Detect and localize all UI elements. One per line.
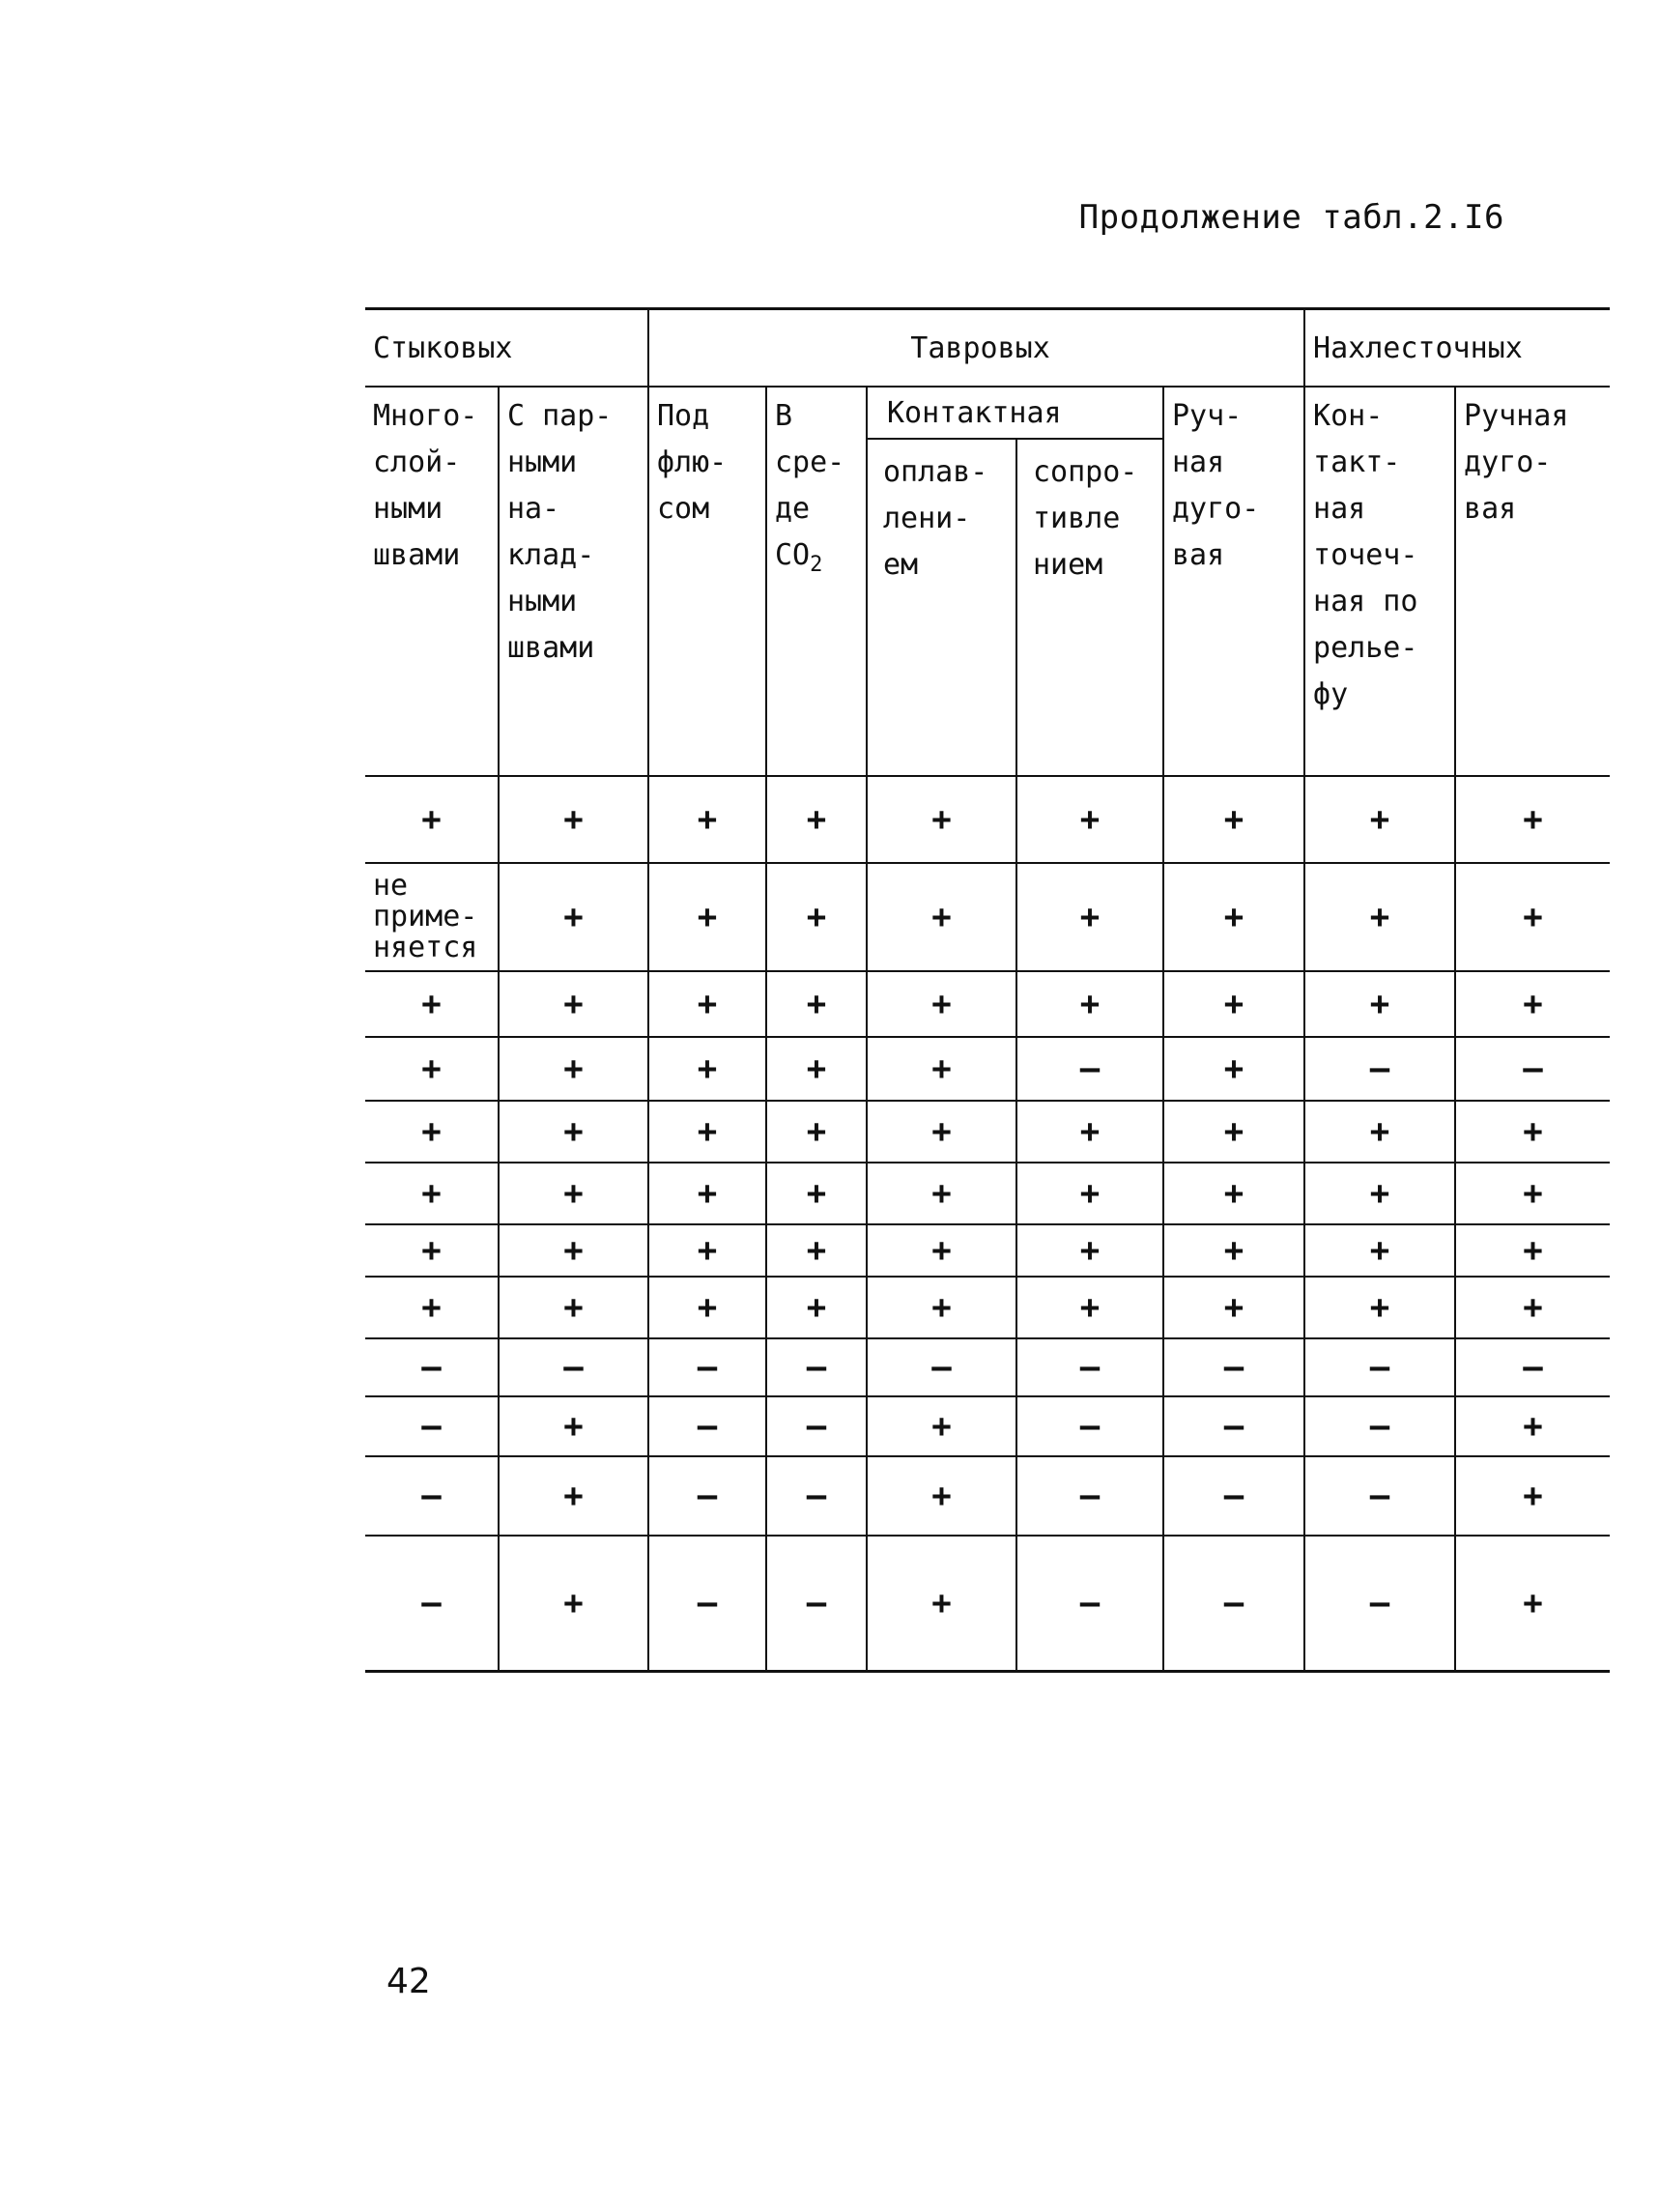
table-cell: + — [1455, 1101, 1610, 1163]
table-cell: – — [1304, 1396, 1455, 1456]
table-cell: + — [1016, 1101, 1163, 1163]
table-cell: + — [499, 1277, 648, 1338]
table-cell: + — [1016, 1277, 1163, 1338]
table-cell: + — [1163, 1277, 1304, 1338]
header-line: ными — [507, 445, 578, 479]
table-row — [365, 1163, 1610, 1224]
table-cell: – — [365, 1338, 499, 1396]
table-cell: + — [766, 776, 867, 863]
table-cell: + — [499, 1163, 648, 1224]
header-line: дуго- — [1172, 492, 1260, 526]
table-body — [365, 776, 1610, 1672]
header-line: клад- — [507, 538, 595, 572]
header-co2 — [766, 387, 867, 776]
table-cell: + — [867, 1163, 1016, 1224]
table-cell: + — [365, 1101, 499, 1163]
table-cell: + — [648, 971, 766, 1037]
table-cell: + — [365, 971, 499, 1037]
header-line: Много- — [373, 399, 478, 433]
table-row — [365, 863, 1610, 971]
table-cell: – — [766, 1396, 867, 1456]
table-cell: + — [766, 1037, 867, 1101]
table-cell: + — [1163, 863, 1304, 971]
header-line: де — [775, 492, 811, 526]
header-line: релье- — [1313, 631, 1418, 665]
table-cell: + — [766, 1224, 867, 1277]
table-cell: + — [867, 1396, 1016, 1456]
header-line: швами — [507, 631, 595, 665]
table-cell: + — [1455, 776, 1610, 863]
header-line: фу — [1313, 677, 1349, 711]
header-line: ем — [883, 548, 919, 583]
table-row — [365, 1456, 1610, 1536]
table-cell: + — [499, 1536, 648, 1672]
table-cell: + — [1163, 1037, 1304, 1101]
header-line: Руч- — [1172, 399, 1243, 433]
table-cell: – — [766, 1338, 867, 1396]
table-cell: + — [365, 1277, 499, 1338]
table-cell: + — [648, 863, 766, 971]
table-cell: + — [867, 1277, 1016, 1338]
header-line: ная по — [1313, 585, 1418, 618]
table-row — [365, 1396, 1610, 1456]
table-cell: + — [499, 1224, 648, 1277]
header-under-flux — [648, 387, 766, 776]
table-cell: + — [867, 863, 1016, 971]
table-cell: – — [648, 1456, 766, 1536]
table-cell: – — [1163, 1456, 1304, 1536]
table-cell: + — [1016, 971, 1163, 1037]
table-cell: + — [1163, 1101, 1304, 1163]
group-butt: Стыковых — [365, 309, 648, 388]
table-cell: + — [499, 1037, 648, 1101]
table-cell: + — [867, 1456, 1016, 1536]
header-line: тивле — [1033, 502, 1121, 536]
table-row — [365, 1101, 1610, 1163]
header-co2-formula: $CO_2$ — [775, 538, 823, 577]
header-line: лени- — [883, 502, 971, 536]
header-line: сом — [657, 492, 710, 526]
table-cell: + — [1455, 1396, 1610, 1456]
table-cell: + — [648, 1101, 766, 1163]
header-line: Кон- — [1313, 399, 1384, 433]
header-contact: Контактная — [867, 387, 1163, 439]
table-row — [365, 1037, 1610, 1101]
table-cell: + — [1304, 1101, 1455, 1163]
header-line: Ручная — [1464, 399, 1569, 433]
group-tee: Тавровых — [648, 309, 1304, 388]
header-line: С пар- — [507, 399, 613, 433]
weld-types-table — [365, 307, 1610, 1673]
table-cell: + — [1455, 1277, 1610, 1338]
header-line: вая — [1464, 492, 1517, 526]
table-cell: + — [1304, 863, 1455, 971]
table-cell: + — [1455, 1456, 1610, 1536]
table-cell: + — [867, 776, 1016, 863]
table-cell: + — [1455, 1224, 1610, 1277]
table-cell: – — [1304, 1536, 1455, 1672]
table-cell: – — [499, 1338, 648, 1396]
table-cell: + — [499, 971, 648, 1037]
header-line: флю- — [657, 445, 728, 479]
table-cell: + — [766, 1163, 867, 1224]
table-cell: + — [499, 1101, 648, 1163]
header-co2-prefix — [775, 393, 858, 532]
table-cell: + — [499, 863, 648, 971]
header-line: Под — [657, 399, 710, 433]
table-cell: – — [1304, 1456, 1455, 1536]
header-line: сопро- — [1033, 455, 1138, 490]
table-cell: + — [1016, 863, 1163, 971]
table-cell: – — [766, 1536, 867, 1672]
header-line: такт- — [1313, 445, 1401, 479]
table-cell: + — [1163, 1163, 1304, 1224]
table-cell: + — [1163, 1224, 1304, 1277]
header-line: ными — [373, 492, 443, 526]
table-cell: – — [648, 1536, 766, 1672]
table-cell: – — [1016, 1037, 1163, 1101]
table-cell: + — [867, 1224, 1016, 1277]
table-cell: – — [867, 1338, 1016, 1396]
table-cell: – — [365, 1536, 499, 1672]
table-cell: + — [1016, 1163, 1163, 1224]
header-line: швами — [373, 538, 461, 572]
header-contact-spot — [1304, 387, 1455, 776]
table-row — [365, 1277, 1610, 1338]
table-continuation-caption: Продолжение табл.2.I6 — [1078, 198, 1504, 237]
table-cell: + — [365, 776, 499, 863]
table-cell: + — [766, 1277, 867, 1338]
table-cell: + — [867, 971, 1016, 1037]
table-cell: – — [1016, 1338, 1163, 1396]
table-cell: + — [1163, 971, 1304, 1037]
table-cell: – — [1016, 1456, 1163, 1536]
table-row — [365, 776, 1610, 863]
table-row — [365, 1338, 1610, 1396]
table-cell: + — [1455, 971, 1610, 1037]
table-cell: – — [365, 1456, 499, 1536]
table-cell: – — [648, 1338, 766, 1396]
header-paired-overlay — [499, 387, 648, 776]
header-line: слой- — [373, 445, 461, 479]
table-cell: + — [1304, 776, 1455, 863]
table-cell: – — [1163, 1536, 1304, 1672]
table-cell: + — [365, 1163, 499, 1224]
header-line: точеч- — [1313, 538, 1418, 572]
table-cell: + — [1455, 1536, 1610, 1672]
table-cell: – — [1163, 1338, 1304, 1396]
header-line: ными — [507, 585, 578, 618]
table-cell: + — [499, 776, 648, 863]
table-cell: – — [1304, 1338, 1455, 1396]
table-cell: + — [867, 1037, 1016, 1101]
header-multi-layer — [365, 387, 499, 776]
header-manual-arc — [1163, 387, 1304, 776]
header-manual-arc-lap — [1455, 387, 1610, 776]
table-row — [365, 971, 1610, 1037]
header-resistance — [1016, 439, 1163, 776]
table-cell: – — [1016, 1536, 1163, 1672]
table-cell: + — [766, 863, 867, 971]
table-row — [365, 1224, 1610, 1277]
table-cell: + — [499, 1396, 648, 1456]
table-cell: – — [1163, 1396, 1304, 1456]
header-line: на- — [507, 492, 560, 526]
table-cell: + — [1163, 776, 1304, 863]
header-line: сре- — [775, 445, 845, 479]
table-cell: + — [1304, 1224, 1455, 1277]
header-line: оплав- — [883, 455, 988, 490]
table-cell: + — [365, 1037, 499, 1101]
table-cell: + — [1304, 1277, 1455, 1338]
header-line: В — [775, 399, 793, 433]
table-cell: + — [766, 1101, 867, 1163]
header-line: вая — [1172, 538, 1225, 572]
table-cell: + — [1304, 971, 1455, 1037]
table-cell: – — [1455, 1037, 1610, 1101]
group-header-row — [365, 309, 1610, 388]
header-line: дуго- — [1464, 445, 1552, 479]
table-cell: – — [1304, 1037, 1455, 1101]
table-cell: – — [365, 1396, 499, 1456]
table-cell: – — [766, 1456, 867, 1536]
table-cell: + — [1455, 1163, 1610, 1224]
table-cell: + — [648, 1277, 766, 1338]
table-cell: + — [867, 1536, 1016, 1672]
table-cell: не приме- няется — [365, 863, 499, 971]
table-cell: + — [766, 971, 867, 1037]
table-cell: + — [365, 1224, 499, 1277]
table-cell: + — [1016, 1224, 1163, 1277]
table-cell: – — [1455, 1338, 1610, 1396]
table-cell: – — [648, 1396, 766, 1456]
table-cell: – — [1016, 1396, 1163, 1456]
table-cell: + — [648, 1224, 766, 1277]
table-cell: + — [648, 776, 766, 863]
column-header-row — [365, 387, 1610, 439]
header-line: нием — [1033, 548, 1103, 583]
header-line: ная — [1313, 492, 1366, 526]
page-number: 42 — [386, 1962, 431, 2001]
table-cell: + — [867, 1101, 1016, 1163]
table-cell: + — [1304, 1163, 1455, 1224]
table-cell: + — [1016, 776, 1163, 863]
table-cell: + — [648, 1163, 766, 1224]
header-line: ная — [1172, 445, 1225, 479]
table-cell: + — [499, 1456, 648, 1536]
table-row — [365, 1536, 1610, 1672]
group-lap: Нахлесточных — [1304, 309, 1610, 388]
table-cell: + — [1455, 863, 1610, 971]
table-cell: + — [648, 1037, 766, 1101]
header-flash — [867, 439, 1016, 776]
